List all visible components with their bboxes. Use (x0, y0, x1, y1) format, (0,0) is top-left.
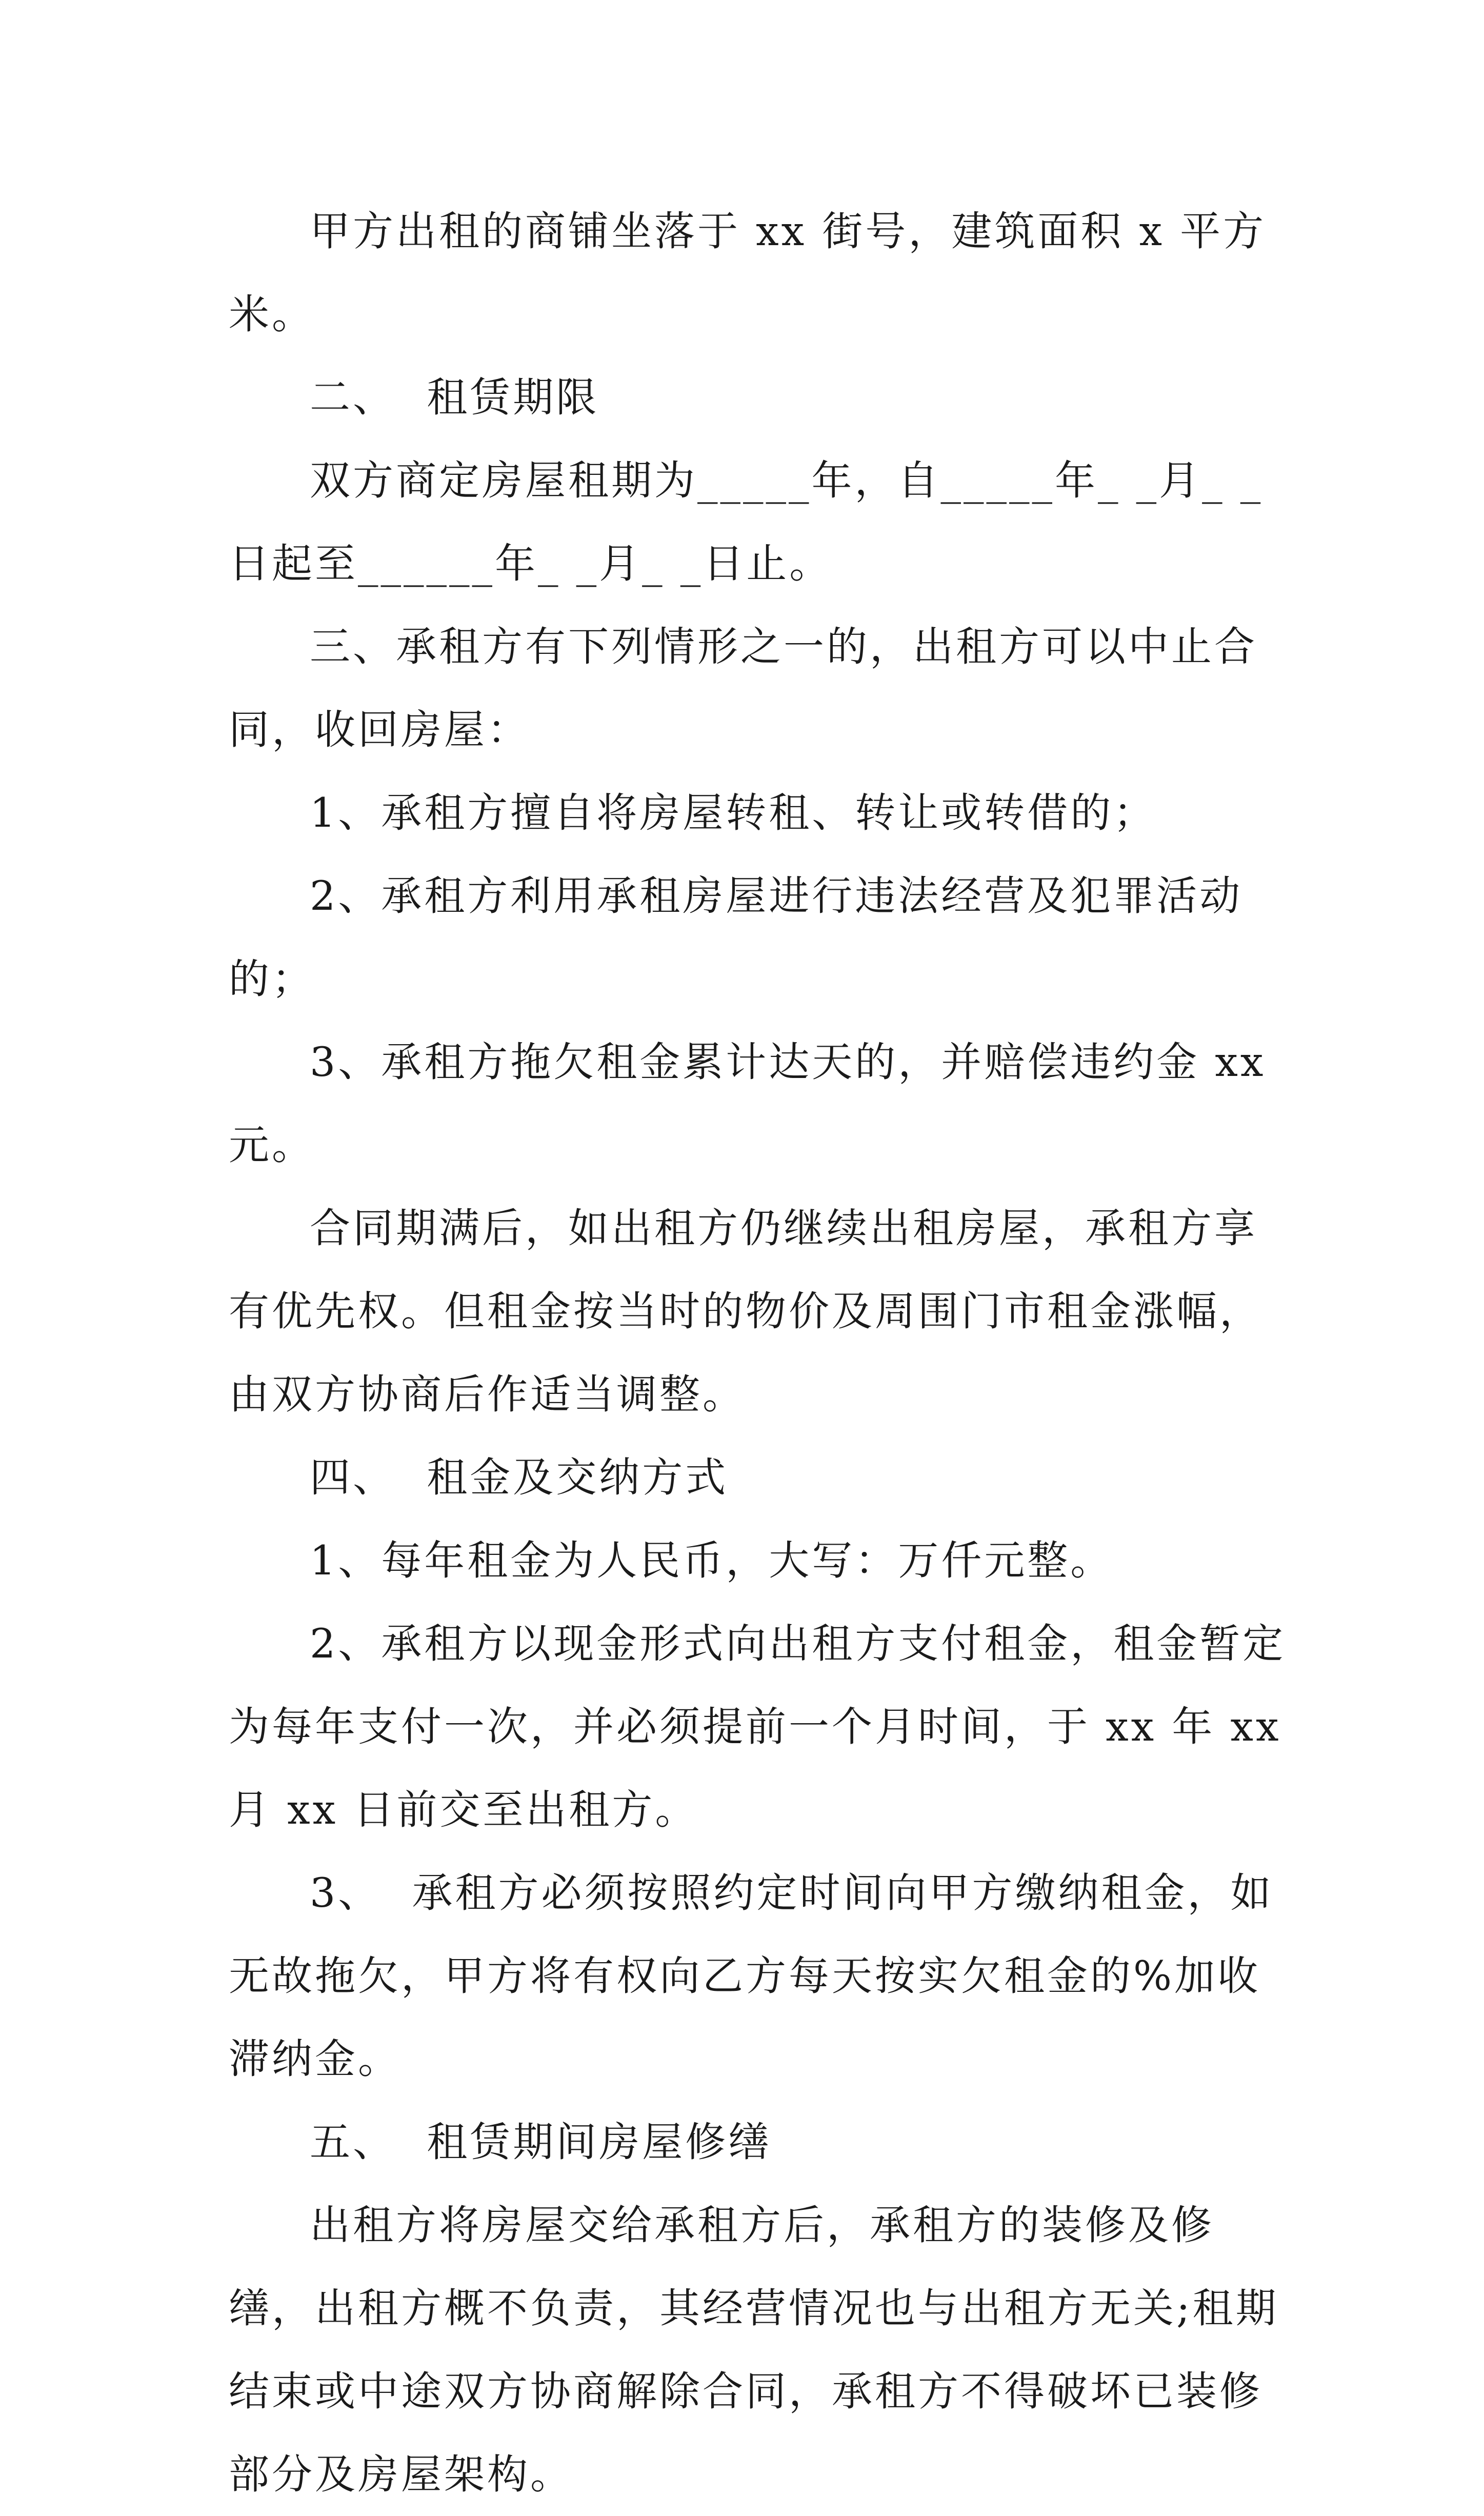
list-item-payment-method: 2、承租方以现金形式向出租方支付租金，租金暂定为每年支付一次，并必须提前一个月时间，于 xx 年 xx 月 xx 日前交至出租方。 (229, 1620, 1297, 1833)
paragraph-shop-location: 甲方出租的商铺坐落于 xx 街号，建筑面积 x 平方米。 (229, 208, 1267, 338)
paragraph-lease-period: 双方商定房屋租期为_____年，自_____年_ _月_ _日起至______年_ _月_ _日止。 (229, 457, 1264, 587)
heading-rent-payment: 四、 租金及交纳方式 (310, 1454, 729, 1501)
paragraph-renewal-priority: 合同期满后，如出租方仍继续出租房屋，承租方享有优先权。但租金按当时的物价及周围门市租金涨幅，由双方协商后作适当调整。 (229, 1205, 1262, 1418)
document-body (229, 190, 1295, 2516)
heading-lease-term: 二、 租赁期限 (310, 374, 599, 421)
list-item-illegal-use: 2、承租方利用承租房屋进行违法经营及犯罪活动的； (229, 872, 1243, 1003)
list-item-late-fee: 3、 承租方必须按照约定时间向甲方缴纳租金，如无故拖欠，甲方将有权向乙方每天按实欠租金的%加收滞纳金。 (229, 1869, 1274, 2083)
heading-repairs: 五、 租赁期间房屋修缮 (310, 2119, 772, 2166)
list-item-arrears: 3、承租方拖欠租金累计达天的，并赔偿违约金 xx 元。 (229, 1039, 1281, 1169)
list-item-sublet: 1、承租方擅自将房屋转租、转让或转借的； (310, 789, 1157, 836)
heading-termination-conditions: 三、承租方有下列情形之一的，出租方可以中止合同，收回房屋： (229, 623, 1257, 753)
list-item-annual-rent: 1、每年租金为人民币，大写：万仟元整。 (310, 1537, 1114, 1584)
paragraph-repairs: 出租方将房屋交给承租方后，承租方的装修及修缮，出租方概不负责，其经营情况也与出租方无关;租期结束或中途双方协商解除合同，承租方不得破坏已装修部分及房屋架构。 (229, 2202, 1279, 2498)
